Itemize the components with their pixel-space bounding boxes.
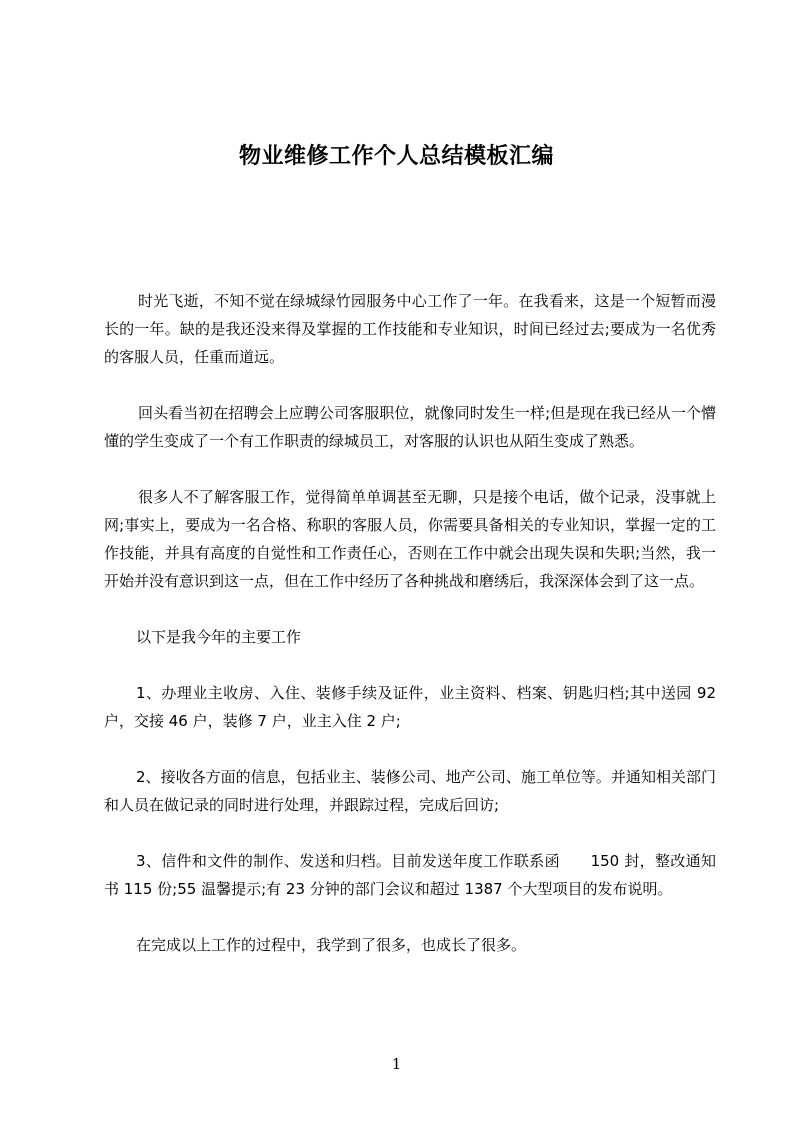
paragraph-work-item-3: 3、信件和文件的制作、发送和归档。目前发送年度工作联系函 150 封，整改通知书 115 份;55 温馨提示;有 23 分钟的部门会议和超过 1387 个大型项目的发布说明。 — [104, 852, 716, 898]
document-title: 物业维修工作个人总结模板汇编 — [238, 144, 554, 169]
paragraph-work-item-2: 2、接收各方面的信息，包括业主、装修公司、地产公司、施工单位等。并通知相关部门和人员在做记录的同时进行处理，并跟踪过程，完成后回访; — [104, 768, 716, 814]
paragraph-understanding: 很多人不了解客服工作，觉得简单单调甚至无聊，只是接个电话，做个记录，没事就上网;事实上，要成为一名合格、称职的客服人员，你需要具备相关的专业知识，掌握一定的工作技能，并具有高度的自觉性和工作责任心，否则在工作中就会出现失误和失职;当然，我一开始并没有意识到这一点，但在工作中经历了各种挑战和磨绣后，我深深体会到了这一点。 — [104, 488, 716, 590]
paragraph-main-work-heading: 以下是我今年的主要工作 — [136, 628, 302, 646]
document-body — [104, 287, 716, 987]
page-number: 1 — [391, 1055, 402, 1073]
paragraph-recall: 回头看当初在招聘会上应聘公司客服职位，就像同时发生一样;但是现在我已经从一个懵懂的学生变成了一个有工作职责的绿城员工，对客服的认识也从陌生变成了熟悉。 — [104, 404, 716, 450]
paragraph-intro: 时光飞逝，不知不觉在绿城绿竹园服务中心工作了一年。在我看来，这是一个短暂而漫长的一年。缺的是我还没来得及掌握的工作技能和专业知识，时间已经过去;要成为一名优秀的客服人员，任重而道远。 — [104, 292, 716, 366]
paragraph-work-item-1: 1、办理业主收房、入住、装修手续及证件，业主资料、档案、钥匙归档;其中送园 92 户，交接 46 户，装修 7 户，业主入住 2 户; — [104, 684, 716, 730]
paragraph-conclusion: 在完成以上工作的过程中，我学到了很多，也成长了很多。 — [136, 936, 527, 954]
